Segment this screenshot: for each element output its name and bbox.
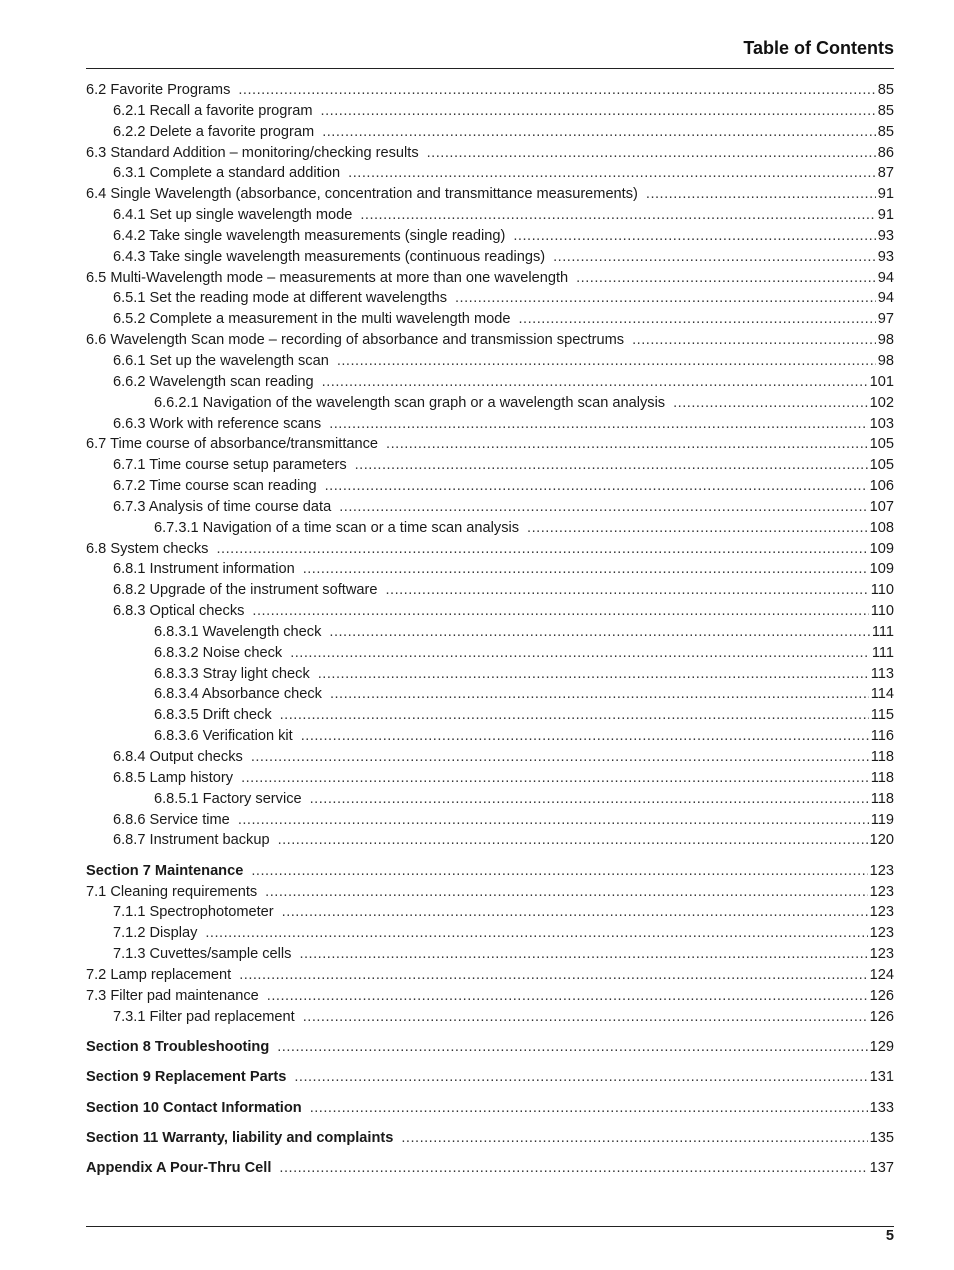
dot-leader (278, 830, 868, 851)
toc-entry-label: 6.6.3 Work with reference scans (113, 415, 322, 432)
dot-leader (310, 789, 869, 810)
toc-entry[interactable] (86, 643, 894, 664)
dot-leader (321, 101, 876, 122)
toc-entry-label: 6.6.2 Wavelength scan reading (113, 373, 314, 390)
dot-leader (455, 288, 876, 309)
toc-entry[interactable] (86, 247, 894, 268)
toc-entry-label: 6.4.2 Take single wavelength measurements (single reading) (113, 227, 506, 244)
toc-entry-page: 106 (869, 478, 894, 495)
toc-entry-page: 97 (877, 311, 894, 328)
toc-entry[interactable] (86, 372, 894, 393)
dot-leader (348, 163, 876, 184)
toc-entry-page: 105 (869, 436, 894, 453)
toc-section-entry[interactable] (86, 1037, 894, 1058)
toc-entry[interactable] (86, 747, 894, 768)
toc-entry-label: 6.8.3.2 Noise check (154, 644, 283, 661)
toc-entry-page: 87 (877, 165, 894, 182)
toc-entry-label: Section 7 Maintenance (86, 862, 244, 879)
toc-entry-label: 6.5.1 Set the reading mode at different wavelengths (113, 290, 447, 307)
toc-entry[interactable] (86, 923, 894, 944)
toc-entry[interactable] (86, 330, 894, 351)
toc-entry-label: 6.6.2.1 Navigation of the wavelength scan graph or a wavelength scan analysis (154, 394, 666, 411)
toc-entry[interactable] (86, 122, 894, 143)
dot-leader (427, 143, 876, 164)
toc-entry[interactable] (86, 288, 894, 309)
dot-leader (329, 414, 867, 435)
toc-entry[interactable] (86, 601, 894, 622)
dot-leader (322, 122, 876, 143)
toc-entry-page: 123 (869, 862, 894, 879)
toc-entry[interactable] (86, 768, 894, 789)
toc-entry[interactable] (86, 882, 894, 903)
toc-entry-page: 101 (869, 373, 894, 390)
dot-leader (527, 518, 868, 539)
dot-leader (303, 1007, 868, 1028)
toc-entry-page: 133 (869, 1099, 894, 1116)
toc-entry[interactable] (86, 414, 894, 435)
toc-entry-page: 105 (869, 457, 894, 474)
toc-entry-page: 109 (869, 540, 894, 557)
toc-entry-page: 129 (869, 1038, 894, 1055)
toc-entry[interactable] (86, 684, 894, 705)
dot-leader (355, 455, 868, 476)
toc-entry-page: 120 (869, 832, 894, 849)
dot-leader (238, 80, 875, 101)
toc-entry-label: 6.7.3.1 Navigation of a time scan or a time scan analysis (154, 519, 520, 536)
dot-leader (239, 965, 867, 986)
toc-entry[interactable] (86, 789, 894, 810)
toc-entry-page: 135 (869, 1130, 894, 1146)
toc-entry-page: 94 (877, 269, 894, 286)
toc-entry-label: 6.8.3.1 Wavelength check (154, 623, 322, 640)
dot-leader (251, 861, 867, 882)
dot-leader (279, 1158, 867, 1179)
toc-entry-page: 93 (877, 227, 894, 244)
toc-entry-label: 6.8.7 Instrument backup (113, 832, 270, 849)
toc-entry-page: 124 (869, 966, 894, 983)
toc-entry[interactable] (86, 205, 894, 226)
toc-entry[interactable] (86, 965, 894, 986)
dot-leader (401, 1128, 867, 1149)
toc-entry-page: 103 (869, 415, 894, 432)
dot-leader (576, 268, 876, 289)
toc-entry-label: 7.3 Filter pad maintenance (86, 987, 259, 1004)
toc-entry-label: 7.1 Cleaning requirements (86, 883, 258, 900)
toc-entry-label: 6.8.4 Output checks (113, 749, 243, 765)
toc-entry-label: 6.8.5.1 Factory service (154, 790, 302, 807)
toc-section-entry[interactable] (86, 1067, 894, 1088)
toc-section-entry[interactable] (86, 861, 894, 882)
toc-entry-label: 6.5 Multi-Wavelength mode – measurements at more than one wavelength (86, 269, 569, 286)
toc-entry-label: 6.8.3.4 Absorbance check (154, 686, 322, 703)
dot-leader (280, 705, 869, 726)
toc-entry[interactable] (86, 726, 894, 747)
toc-entry-label: 6.8.3.3 Stray light check (154, 665, 310, 682)
toc-entry[interactable] (86, 101, 894, 122)
toc-entry-label: 6.2 Favorite Programs (86, 82, 231, 98)
toc-entry[interactable] (86, 455, 894, 476)
toc-entry-page: 115 (870, 707, 894, 724)
toc-entry-label: 6.6 Wavelength Scan mode – recording of absorbance and transmission spectrums (86, 332, 625, 349)
toc-entry-label: 6.8.3.6 Verification kit (154, 728, 293, 745)
dot-leader (339, 497, 867, 518)
toc-entry-label: Section 9 Replacement Parts (86, 1069, 287, 1086)
dot-leader (252, 601, 868, 622)
toc-entry[interactable] (86, 1007, 894, 1028)
toc-entry-page: 108 (869, 519, 894, 536)
dot-leader (385, 580, 868, 601)
toc-entry[interactable] (86, 143, 894, 164)
toc-entry-label: 6.8 System checks (86, 540, 209, 557)
toc-entry[interactable] (86, 518, 894, 539)
toc-entry-label: 6.7 Time course of absorbance/transmittance (86, 436, 379, 453)
dot-leader (519, 309, 876, 330)
toc-entry[interactable] (86, 705, 894, 726)
toc-entry[interactable] (86, 810, 894, 831)
toc-entry-label: Appendix A Pour-Thru Cell (86, 1160, 272, 1177)
toc-entry[interactable] (86, 944, 894, 965)
toc-entry-page: 116 (870, 728, 894, 745)
toc-entry-label: 6.3 Standard Addition – monitoring/checking results (86, 144, 419, 161)
toc-entry-page: 123 (869, 946, 894, 963)
toc-entry[interactable] (86, 163, 894, 184)
toc-entry-page: 111 (871, 644, 894, 661)
toc-entry-page: 107 (869, 498, 894, 515)
dot-leader (303, 559, 868, 580)
toc-entry-page: 91 (877, 207, 894, 224)
toc-entry-page: 85 (877, 82, 894, 98)
toc-entry[interactable] (86, 539, 894, 560)
toc-entry-page: 109 (869, 561, 894, 578)
toc-entry-label: 6.8.5 Lamp history (113, 769, 234, 786)
toc-entry-page: 98 (877, 352, 894, 369)
toc-section-entry[interactable] (86, 1128, 894, 1149)
toc-entry-page: 131 (869, 1069, 894, 1086)
dot-leader (646, 184, 876, 205)
toc-entry-label: 6.5.2 Complete a measurement in the multi wavelength mode (113, 311, 511, 328)
toc-entry-page: 98 (877, 332, 894, 349)
toc-entry[interactable] (86, 309, 894, 330)
toc-entry-page: 93 (877, 248, 894, 265)
toc-entry-label: 6.7.3 Analysis of time course data (113, 498, 332, 515)
toc-entry[interactable] (86, 268, 894, 289)
toc-section-entry[interactable] (86, 1098, 894, 1119)
toc-entry-page: 119 (870, 811, 894, 828)
dot-leader (322, 372, 868, 393)
toc-entry[interactable] (86, 393, 894, 414)
toc-entry-page: 126 (869, 1008, 894, 1025)
toc-entry[interactable] (86, 351, 894, 372)
toc-entry-page: 118 (870, 790, 894, 807)
dot-leader (265, 882, 867, 903)
dot-leader (553, 247, 876, 268)
toc-entry[interactable] (86, 902, 894, 923)
dot-leader (299, 944, 867, 965)
table-of-contents (86, 80, 894, 1179)
toc-entry-label: 7.1.2 Display (113, 925, 198, 942)
toc-entry-page: 118 (870, 769, 894, 786)
toc-entry[interactable] (86, 226, 894, 247)
toc-entry-label: 6.7.2 Time course scan reading (113, 478, 317, 495)
header-divider (86, 68, 894, 69)
dot-leader (238, 810, 869, 831)
toc-entry-page: 85 (877, 102, 894, 119)
toc-entry-label: 7.2 Lamp replacement (86, 966, 232, 983)
toc-entry-page: 86 (877, 144, 894, 161)
dot-leader (329, 622, 869, 643)
dot-leader (513, 226, 875, 247)
toc-section-entry[interactable] (86, 1158, 894, 1179)
page-number: 5 (885, 1228, 894, 1244)
toc-entry-page: 111 (871, 623, 894, 640)
toc-entry-label: 6.8.3.5 Drift check (154, 707, 272, 724)
toc-entry-label: 6.2.1 Recall a favorite program (113, 102, 313, 119)
toc-entry-page: 137 (869, 1160, 894, 1177)
toc-entry-label: 7.3.1 Filter pad replacement (113, 1008, 295, 1025)
toc-entry-label: Section 10 Contact Information (86, 1099, 302, 1116)
dot-leader (310, 1098, 868, 1119)
toc-entry-label: Section 8 Troubleshooting (86, 1038, 270, 1055)
toc-entry[interactable] (86, 476, 894, 497)
toc-entry-label: 6.8.6 Service time (113, 811, 230, 828)
dot-leader (277, 1037, 867, 1058)
toc-entry-page: 110 (870, 582, 894, 599)
toc-entry[interactable] (86, 580, 894, 601)
dot-leader (205, 923, 867, 944)
dot-leader (337, 351, 876, 372)
dot-leader (294, 1067, 867, 1088)
toc-entry-label: 6.8.2 Upgrade of the instrument software (113, 582, 378, 599)
dot-leader (360, 205, 875, 226)
toc-entry-page: 118 (870, 749, 894, 765)
dot-leader (673, 393, 868, 414)
toc-entry-label: 6.4 Single Wavelength (absorbance, concentration and transmittance measurements) (86, 186, 638, 203)
dot-leader (301, 726, 869, 747)
dot-leader (290, 643, 870, 664)
dot-leader (241, 768, 869, 789)
dot-leader (318, 664, 869, 685)
toc-entry-page: 123 (869, 904, 894, 921)
toc-entry-page: 123 (869, 883, 894, 900)
toc-entry[interactable] (86, 986, 894, 1007)
toc-entry-label: Section 11 Warranty, liability and complaints (86, 1130, 394, 1146)
dot-leader (330, 684, 869, 705)
toc-entry-page: 110 (870, 603, 894, 620)
toc-entry-label: 6.4.3 Take single wavelength measurements (continuous readings) (113, 248, 546, 265)
page-title: Table of Contents (743, 38, 894, 58)
toc-entry-label: 6.6.1 Set up the wavelength scan (113, 352, 329, 369)
toc-entry-page: 114 (870, 686, 894, 703)
toc-entry-label: 7.1.3 Cuvettes/sample cells (113, 946, 292, 963)
toc-entry-page: 94 (877, 290, 894, 307)
toc-entry-label: 6.7.1 Time course setup parameters (113, 457, 347, 474)
toc-entry[interactable] (86, 80, 894, 101)
toc-entry-label: 6.3.1 Complete a standard addition (113, 165, 341, 182)
toc-entry-label: 6.4.1 Set up single wavelength mode (113, 207, 353, 224)
toc-entry-label: 6.2.2 Delete a favorite program (113, 123, 315, 140)
toc-entry[interactable] (86, 184, 894, 205)
dot-leader (325, 476, 868, 497)
dot-leader (251, 747, 869, 768)
toc-entry[interactable] (86, 559, 894, 580)
toc-entry[interactable] (86, 434, 894, 455)
toc-entry-page: 91 (877, 186, 894, 203)
toc-entry-label: 6.8.3 Optical checks (113, 603, 245, 620)
dot-leader (267, 986, 868, 1007)
footer-divider (86, 1226, 894, 1227)
toc-entry-page: 126 (869, 987, 894, 1004)
toc-entry[interactable] (86, 664, 894, 685)
toc-entry-label: 6.8.1 Instrument information (113, 561, 295, 578)
dot-leader (386, 434, 868, 455)
toc-entry-page: 123 (869, 925, 894, 942)
toc-entry-page: 102 (869, 394, 894, 411)
dot-leader (632, 330, 876, 351)
toc-entry-page: 85 (877, 123, 894, 140)
toc-entry-label: 7.1.1 Spectrophotometer (113, 904, 274, 921)
toc-entry[interactable] (86, 497, 894, 518)
dot-leader (282, 902, 868, 923)
toc-entry-page: 113 (870, 665, 894, 682)
dot-leader (216, 539, 867, 560)
toc-entry[interactable] (86, 622, 894, 643)
toc-entry[interactable] (86, 830, 894, 851)
